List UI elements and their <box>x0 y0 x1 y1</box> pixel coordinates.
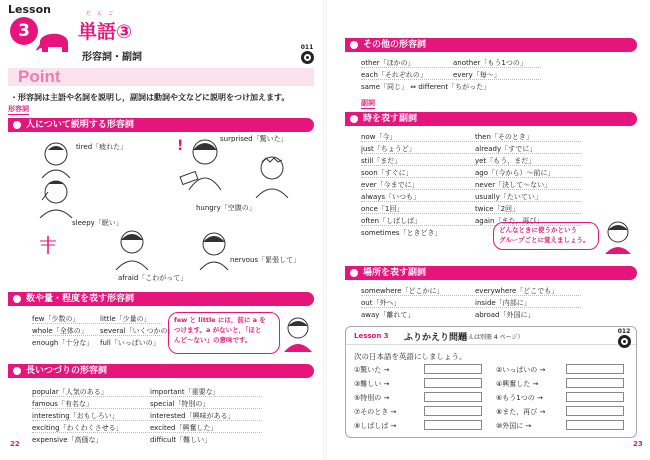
few-little-note: few と little には，前に a を つけます。a がないと，「ほと んど～ない」の意味です。 <box>174 316 266 344</box>
audio-track-012[interactable] <box>616 328 632 348</box>
section-time-adverbs <box>345 112 637 126</box>
word-special: special「特別の」 <box>150 400 210 408</box>
time-adverb: already「すでに」 <box>475 145 537 153</box>
audio-track-number: 012 <box>617 328 631 335</box>
title-ruby: たんご <box>86 11 120 17</box>
time-adverb: again「また，再び」 <box>475 217 544 225</box>
section-quantity-adjectives <box>8 292 314 306</box>
section-title: その他の形容詞 <box>363 40 427 50</box>
answer-box[interactable] <box>424 378 482 388</box>
audio-track-011[interactable] <box>299 44 315 64</box>
answer-box[interactable] <box>566 420 624 430</box>
row-divider <box>361 295 581 296</box>
lesson-subtitle: 形容詞・副詞 <box>82 52 142 63</box>
word-sleepy: sleepy「眠い」 <box>72 219 123 227</box>
row-divider <box>361 177 581 178</box>
nervous-person-illustration <box>196 230 232 270</box>
time-adverb: ago「（今から）～前に」 <box>475 169 555 177</box>
word-difficult: difficult「難しい」 <box>150 436 212 444</box>
bullet-dot <box>13 295 21 303</box>
time-adverb: always「いつも」 <box>361 193 421 201</box>
word-surprised: surprised「驚いた」 <box>220 135 288 143</box>
word-expensive: expensive「高価な」 <box>32 436 103 444</box>
section-other-adjectives <box>345 38 637 52</box>
review-quiz <box>345 326 637 438</box>
row-divider <box>32 432 262 433</box>
tired-person-illustration <box>40 140 76 178</box>
answer-box[interactable] <box>424 392 482 402</box>
row-divider <box>361 141 581 142</box>
row-divider <box>361 213 581 214</box>
cd-icon <box>618 335 631 348</box>
elephant-icon <box>36 28 72 54</box>
quiz-question: ⑨しばしば → <box>354 422 397 430</box>
page-number-left: 22 <box>10 440 20 448</box>
teacher-illustration <box>603 220 633 254</box>
row-divider <box>361 79 541 80</box>
row-divider <box>361 189 581 190</box>
word-little: little「少量の」 <box>100 315 151 323</box>
word-whole: whole「全体の」 <box>32 327 88 335</box>
time-adverb: ever「今までに」 <box>361 181 419 189</box>
lesson-number-badge: 3 <box>10 17 38 45</box>
answer-box[interactable] <box>566 364 624 374</box>
adverb-tag: 副詞 <box>361 99 375 107</box>
word-famous: famous「有名な」 <box>32 400 93 408</box>
word-excited: excited「興奮した」 <box>150 424 218 432</box>
word-inside: inside「内部に」 <box>475 299 531 307</box>
grouping-tip: どんなときに使うかという グループごとに覚えましょう。 <box>499 226 590 244</box>
section-title: 長いつづりの形容詞 <box>26 366 108 376</box>
sleepy-person-illustration <box>36 178 76 218</box>
section-title: 人について説明する形容詞 <box>26 120 134 130</box>
word-exciting: exciting「わくわくさせる」 <box>32 424 123 432</box>
bullet-dot <box>13 121 21 129</box>
bullet-dot <box>350 269 358 277</box>
audio-track-number: 011 <box>300 44 314 51</box>
dragonfly-icon <box>38 234 58 256</box>
time-adverb: now「今」 <box>361 133 397 141</box>
word-away: away「離れて」 <box>361 311 415 319</box>
surprised-person-illustration <box>175 132 223 192</box>
answer-box[interactable] <box>424 364 482 374</box>
section-title: 場所を表す副詞 <box>363 268 427 278</box>
word-nervous: nervous「緊張して」 <box>230 256 301 264</box>
section-people-adjectives <box>8 118 314 132</box>
time-adverb: often「しばしば」 <box>361 217 422 225</box>
word-other: other「ほかの」 <box>361 59 415 67</box>
page-number-right: 23 <box>633 440 643 448</box>
word-out: out「外へ」 <box>361 299 401 307</box>
word-few: few「少数の」 <box>32 315 80 323</box>
row-divider <box>361 153 581 154</box>
quiz-question: ①驚いた → <box>354 366 390 374</box>
row-divider <box>361 165 581 166</box>
word-same-different: same「同じ」 ⇔ different「ちがった」 <box>361 83 491 91</box>
quiz-question: ⑤特別の → <box>354 394 390 402</box>
quiz-question: ②いっぱいの → <box>496 366 546 374</box>
quiz-title: ふりかえり問題 <box>404 333 468 343</box>
word-abroad: abroad「外国に」 <box>475 311 535 319</box>
point-text: ・形容詞は主語や名詞を説明し，副詞は動詞や文などに説明をつけ加えます。 <box>10 93 290 102</box>
adjective-tag: 形容詞 <box>8 105 29 113</box>
answer-box[interactable] <box>424 420 482 430</box>
word-several: several「いくつかの」 <box>100 327 175 335</box>
time-adverb: soon「すぐに」 <box>361 169 413 177</box>
quiz-question: ④興奮した → <box>496 380 539 388</box>
word-full: full「いっぱいの」 <box>100 339 160 347</box>
quiz-question: ⑩外国に → <box>496 422 532 430</box>
row-divider <box>361 67 541 68</box>
row-divider <box>32 396 262 397</box>
quiz-header <box>346 327 636 345</box>
time-adverb: twice「2回」 <box>475 205 520 213</box>
quiz-question: ③難しい → <box>354 380 390 388</box>
section-long-adjectives <box>8 364 314 378</box>
section-place-adverbs <box>345 266 637 280</box>
quiz-lesson-label: Lesson 3 <box>354 332 389 340</box>
word-another: another「もう1つの」 <box>453 59 527 67</box>
section-title: 時を表す副詞 <box>363 114 418 124</box>
bullet-dot <box>350 115 358 123</box>
hungry-person-illustration <box>252 154 292 198</box>
word-important: important「重要な」 <box>150 388 220 396</box>
lesson-label: Lesson <box>8 3 51 16</box>
cd-icon <box>301 51 314 64</box>
time-adverb: yet「もう，まだ」 <box>475 157 536 165</box>
time-adverb: sometimes「ときどき」 <box>361 229 442 237</box>
quiz-question: ⑧また，再び → <box>496 408 546 416</box>
answer-box[interactable] <box>566 392 624 402</box>
answer-box[interactable] <box>566 406 624 416</box>
right-page <box>325 0 650 460</box>
word-afraid: afraid「こわがって」 <box>118 274 188 282</box>
answer-box[interactable] <box>424 406 482 416</box>
time-adverb: once「1回」 <box>361 205 404 213</box>
afraid-person-illustration <box>112 228 152 270</box>
bullet-dot <box>350 41 358 49</box>
row-divider <box>32 408 262 409</box>
word-popular: popular「人気のある」 <box>32 388 108 396</box>
time-adverb: never「決して～ない」 <box>475 181 552 189</box>
quiz-instruction: 次の日本語を英語にしましょう。 <box>354 352 467 361</box>
row-divider <box>32 323 162 324</box>
title-text: 単語③ <box>78 21 133 43</box>
time-adverb: still「まだ」 <box>361 157 402 165</box>
word-every: every「毎～」 <box>453 71 501 79</box>
word-everywhere: everywhere「どこでも」 <box>475 287 559 295</box>
section-title: 数や量・程度を表す形容詞 <box>26 294 135 304</box>
row-divider <box>32 335 162 336</box>
word-somewhere: somewhere「どこかに」 <box>361 287 444 295</box>
word-tired: tired「疲れた」 <box>76 143 128 151</box>
time-adverb: just「ちょうど」 <box>361 145 416 153</box>
answer-box[interactable] <box>566 378 624 388</box>
time-adverb: then「そのとき」 <box>475 133 533 141</box>
word-interesting: interesting「おもしろい」 <box>32 412 119 420</box>
time-adverb: usually「たいてい」 <box>475 193 542 201</box>
quiz-question: ⑥もう1つの → <box>496 394 543 402</box>
row-divider <box>361 307 581 308</box>
word-hungry: hungry「空腹の」 <box>196 204 256 212</box>
bullet-dot <box>13 367 21 375</box>
row-divider <box>361 201 581 202</box>
svg-text:!: ! <box>177 138 184 154</box>
quiz-answer-note: （答えは別冊 4 ページ） <box>456 334 524 341</box>
teacher-illustration <box>282 316 314 352</box>
quiz-question: ⑦そのとき → <box>354 408 397 416</box>
point-heading: Point <box>18 67 61 86</box>
word-each: each「それぞれの」 <box>361 71 427 79</box>
word-enough: enough「十分な」 <box>32 339 94 347</box>
lesson-title <box>78 11 133 44</box>
row-divider <box>32 420 262 421</box>
word-interested: interested「興味がある」 <box>150 412 235 420</box>
